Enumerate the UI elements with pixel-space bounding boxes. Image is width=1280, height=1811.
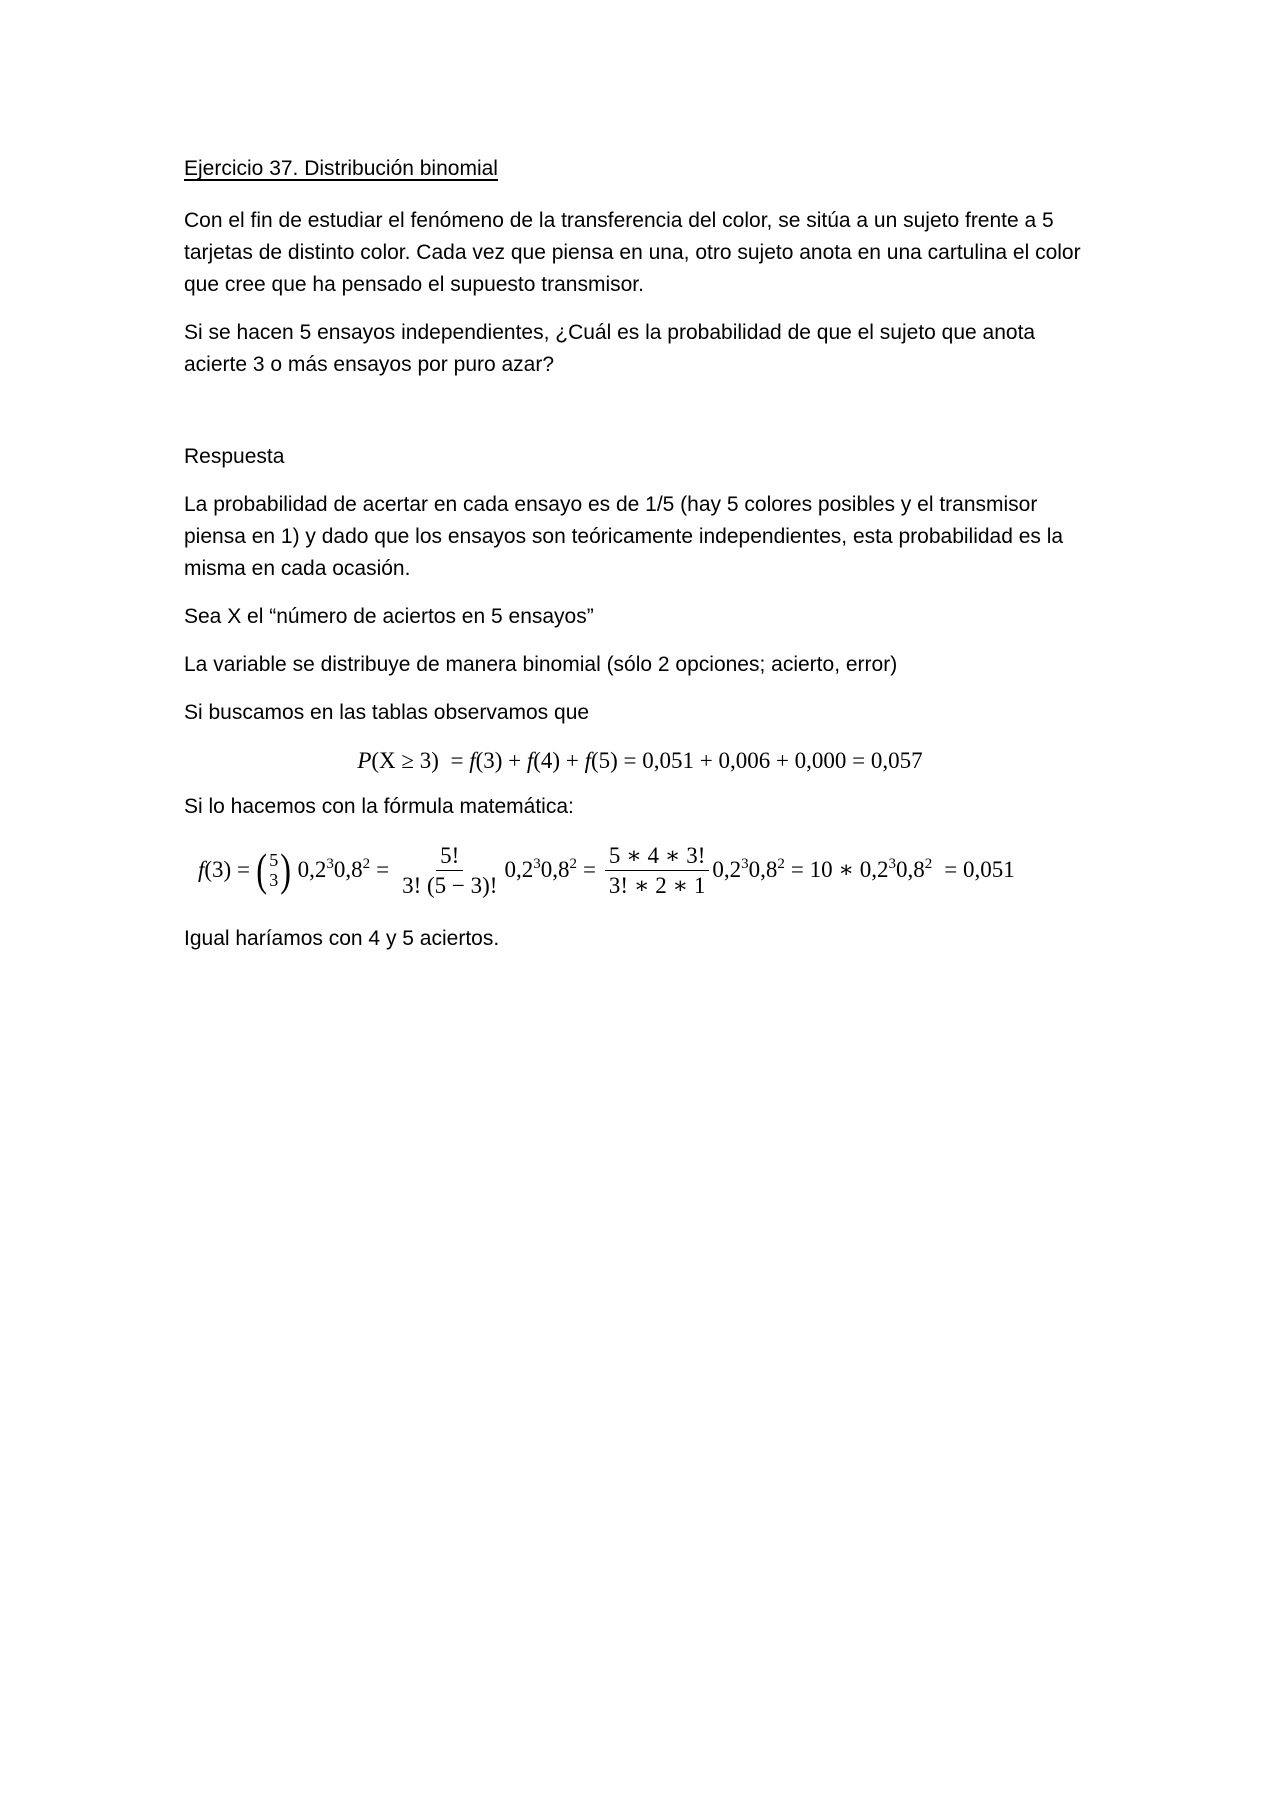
eq-term-3: (5) = 0,051 + 0,006 + 0,000 = 0,057	[590, 748, 923, 773]
answer-paragraph-3: La variable se distribuye de manera binomial (sólo 2 opciones; acierto, error)	[184, 653, 898, 676]
eq-f-symbol-1: f	[469, 748, 476, 773]
power-exp-b: 2	[569, 856, 577, 872]
binomial-bottom: 3	[269, 870, 279, 890]
power-term-1	[298, 854, 371, 886]
power-base-b: 0,8	[748, 857, 778, 882]
power-base-a: 0,2	[712, 857, 742, 882]
eq-equals: =	[444, 748, 470, 773]
fraction-1-numerator: 5!	[436, 842, 463, 871]
tables-equation	[184, 745, 1096, 777]
power-term-2	[504, 854, 577, 886]
eq-term-1: (3) +	[475, 748, 527, 773]
power-exp-b: 2	[362, 856, 371, 872]
power-exp-b: 2	[777, 856, 785, 872]
formula-result: = 0,051	[944, 857, 1015, 882]
statement-paragraph-1: Con el fin de estudiar el fenómeno de la transferencia del color, se sitúa a un sujeto frente a 5 tarjetas de distinto color. Cada vez que piensa en una, otro sujeto anota en una cartulina el color que cree que ha pensado el supuesto transmisor.	[184, 209, 1081, 296]
fraction-2	[605, 842, 709, 899]
formula-tail	[785, 854, 938, 886]
answer-paragraph-2: Sea X el “número de aciertos en 5 ensayos”	[184, 605, 594, 628]
eq-f-symbol-2: f	[526, 748, 534, 773]
power-term-3	[712, 854, 785, 886]
statement-paragraph-2: Si se hacen 5 ensayos independientes, ¿Cuál es la probabilidad de que el sujeto que anota acierte 3 o más ensayos por puro azar?	[184, 321, 1036, 376]
power-base-b: 0,8	[333, 857, 363, 882]
power-exp-a: 3	[888, 856, 896, 872]
binomial-coefficient	[254, 844, 294, 895]
eq-probability-symbol: P	[357, 748, 372, 773]
eq-term-2: (4) +	[533, 748, 585, 773]
answer-paragraph-1: La probabilidad de acertar en cada ensayo es de 1/5 (hay 5 colores posibles y el transmisor piensa en 1) y dado que los ensayos son teóricamente independientes, esta probabilidad es la misma en cada ocasión.	[184, 493, 1064, 580]
binomial-formula	[198, 839, 1096, 901]
binomial-top: 5	[269, 850, 279, 870]
fraction-2-denominator: 3! ∗ 2 ∗ 1	[608, 872, 706, 898]
answer-paragraph-4: Si buscamos en las tablas observamos que	[184, 701, 590, 724]
binomial-stack	[269, 850, 278, 890]
power-base-b: 0,8	[895, 857, 925, 882]
answer-heading: Respuesta	[184, 445, 285, 468]
section-spacer	[184, 397, 1096, 441]
exercise-title: Ejercicio 37. Distribución binomial	[184, 157, 498, 180]
power-base-a: 0,2	[297, 857, 327, 882]
formula-f-symbol: f	[198, 857, 205, 882]
fraction-1-denominator: 3! (5 − 3)!	[402, 872, 498, 898]
eq-probability-arg: (X ≥ 3)	[371, 748, 439, 773]
formula-intro: Si lo hacemos con la fórmula matemática:	[184, 795, 574, 818]
formula-tail-text: = 10 ∗ 0,2	[790, 857, 889, 882]
left-paren: (	[256, 844, 267, 895]
power-exp-a: 3	[533, 856, 541, 872]
closing-paragraph: Igual haríamos con 4 y 5 aciertos.	[184, 927, 500, 950]
power-base-b: 0,8	[540, 857, 570, 882]
fraction-2-numerator: 5 ∗ 4 ∗ 3!	[605, 842, 709, 871]
eq-f-symbol-3: f	[584, 748, 591, 773]
power-exp-a: 3	[326, 856, 334, 872]
power-exp-b: 2	[924, 856, 933, 872]
document-content	[184, 153, 1096, 971]
formula-equals-2: =	[582, 857, 596, 882]
formula-equals-1: =	[376, 857, 390, 882]
formula-arg: (3) =	[204, 857, 250, 882]
power-exp-a: 3	[741, 856, 749, 872]
right-paren: )	[280, 844, 292, 895]
power-base-a: 0,2	[504, 857, 534, 882]
fraction-1	[398, 842, 501, 899]
